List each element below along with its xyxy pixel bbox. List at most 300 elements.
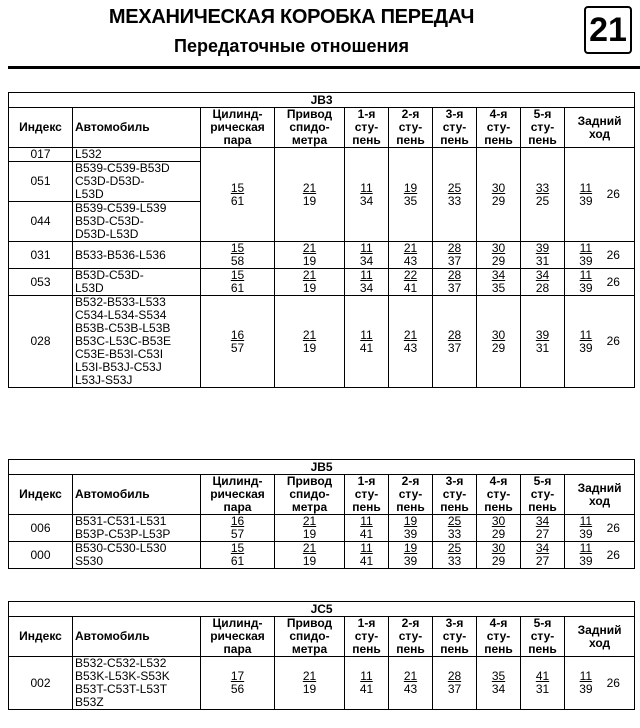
denominator: 61 [230,193,245,208]
cell-gear-5 [521,515,565,542]
denominator: 41 [359,682,374,696]
text-line: сту- [486,120,511,134]
denominator: 34 [359,254,374,268]
ratio-fraction [360,242,373,268]
text-line: L53D [75,187,104,201]
cell-gear-4 [477,242,521,269]
ratio-fraction [492,670,505,696]
numerator: 15 [230,541,245,555]
text-line: 2-я [401,474,420,488]
denominator: 19 [302,682,317,696]
text-line: пара [223,133,252,147]
cell-gear-4 [477,296,521,388]
cell-reverse [565,269,635,296]
numerator: 11 [360,327,373,342]
denominator: 37 [447,254,462,268]
denominator: 58 [230,254,245,268]
text-line: пень [484,642,513,656]
cell-cylindrical-pair [201,269,275,296]
col-header-gear-3 [433,475,477,515]
text-line: Привод [286,474,333,488]
numerator: 34 [535,268,550,282]
text-line: пень [528,642,557,656]
cell-cylindrical-pair [201,242,275,269]
header-lines [435,617,474,656]
ratio-fraction [303,329,316,355]
ratio-fraction [448,670,461,696]
numerator: 21 [403,241,418,255]
text-line: B539-C539-L539 [75,201,167,215]
header-lines [567,624,632,650]
ratio-fraction [492,542,505,568]
cell-cylindrical-pair [201,657,275,710]
gearbox-table-jc5 [8,601,635,710]
numerator: 21 [302,180,317,195]
ratio-fraction [360,542,373,568]
ratio-fraction [303,182,316,208]
denominator: 39 [579,281,593,295]
header-lines [479,475,518,514]
text-line: 5-я [533,474,552,488]
numerator: 28 [447,268,462,282]
numerator: 11 [579,541,593,555]
text-line: сту- [530,629,555,643]
col-header-gear-2 [389,617,433,657]
col-header-gear-2 [389,475,433,515]
cell-cylindrical-pair [201,296,275,388]
text-line: ход [588,635,611,650]
header-lines [523,108,562,147]
text-line: B539-C539-B53D [75,161,170,175]
numerator: 11 [360,241,373,255]
reverse-idler-teeth: 26 [606,675,620,690]
numerator: 21 [302,268,317,282]
reverse-idler-teeth: 26 [606,247,620,262]
reverse-ratio [579,242,620,268]
ratio-fraction [536,542,549,568]
ratio-fraction [404,242,417,268]
ratio-fraction [492,242,505,268]
text-line: L53I-B53J-C53J [75,360,162,374]
header-lines [203,617,272,656]
ratio-fraction [492,515,505,541]
model-row [9,460,635,475]
text-line: L532 [75,147,102,161]
ratio-fraction [231,542,244,568]
header-lines [567,115,632,141]
ratio-fraction [303,670,316,696]
text-line: Цилинд- [212,107,263,121]
text-line: 2-я [401,107,420,121]
cell-gear-1 [345,657,389,710]
cell-gear-3 [433,269,477,296]
col-header-index: Индекс [9,108,73,148]
col-header-cylindrical-pair [201,617,275,657]
col-header-index: Индекс [9,617,73,657]
row-car-models [73,269,201,296]
reverse-idler-teeth: 26 [606,274,620,289]
header-lines [277,475,342,514]
ratio-fraction [360,329,373,355]
ratio-fraction [231,515,244,541]
header-lines [277,617,342,656]
text-line: пень [396,133,425,147]
denominator: 57 [230,527,245,541]
ratio-fraction [536,242,549,268]
numerator: 11 [360,180,373,195]
denominator: 35 [491,281,506,295]
ratio-fraction [404,329,417,355]
cell-gear-1 [345,296,389,388]
table-row [9,148,635,162]
row-car-models [73,542,201,569]
car-model-lines [75,542,198,568]
col-header-gear-4 [477,475,521,515]
ratio-fraction [404,269,417,295]
header-lines [391,475,430,514]
ratio-fraction [404,182,417,208]
col-header-cylindrical-pair [201,108,275,148]
ratio-fraction [303,542,316,568]
col-header-gear-2 [389,108,433,148]
cell-gear-1 [345,515,389,542]
header-lines [203,475,272,514]
numerator: 21 [403,327,418,342]
page-number-box: 21 [584,6,632,54]
ratio-fraction [360,515,373,541]
denominator: 35 [403,193,418,208]
text-line: 3-я [445,107,464,121]
reverse-idler-teeth: 26 [606,547,620,562]
header-lines [479,108,518,147]
table-row [9,296,635,388]
header-lines [523,475,562,514]
text-line: пара [223,500,252,514]
cell-speedometer-drive [275,657,345,710]
text-line: сту- [486,487,511,501]
row-car-models [73,202,201,242]
ratio-fraction [360,670,373,696]
header-lines [567,482,632,508]
col-header-car: Автомобиль [73,475,201,515]
cell-reverse [565,296,635,388]
text-line: 5-я [533,107,552,121]
header-lines [523,617,562,656]
col-header-gear-5 [521,475,565,515]
denominator: 39 [403,527,418,541]
col-header-index: Индекс [9,475,73,515]
cell-speedometer-drive [275,269,345,296]
numerator: 21 [403,669,418,683]
numerator: 11 [579,327,593,342]
numerator: 11 [579,241,593,255]
reverse-idler-teeth: 26 [606,334,620,348]
text-line: Задний [577,113,622,128]
ratio-fraction [579,515,592,541]
cell-gear-1 [345,148,389,242]
numerator: 21 [302,327,317,342]
cell-gear-3 [433,515,477,542]
cell-gear-2 [389,148,433,242]
reverse-ratio [579,542,620,568]
cell-cylindrical-pair [201,515,275,542]
denominator: 41 [403,281,418,295]
numerator: 11 [579,514,593,528]
text-line: 3-я [445,616,464,630]
text-line: B533-B536-L536 [75,247,166,262]
ratio-fraction [448,515,461,541]
reverse-ratio [579,515,620,541]
ratio-fraction [404,670,417,696]
text-line: Привод [286,616,333,630]
denominator: 19 [302,527,317,541]
text-line: сту- [354,487,379,501]
text-line: пень [396,642,425,656]
row-car-models [73,657,201,710]
ratio-fraction [360,269,373,295]
row-car-models [73,162,201,202]
row-car-models [73,296,201,388]
col-header-gear-5 [521,617,565,657]
numerator: 30 [491,514,506,528]
cell-gear-1 [345,242,389,269]
cell-gear-4 [477,542,521,569]
text-line: L53J-S53J [75,373,133,387]
text-line: сту- [398,120,423,134]
ratio-fraction [231,242,244,268]
table-row [9,242,635,269]
denominator: 33 [447,527,462,541]
numerator: 35 [491,669,506,683]
cell-speedometer-drive [275,148,345,242]
text-line: 4-я [489,107,508,121]
text-line: пень [352,642,381,656]
cell-gear-2 [389,296,433,388]
reverse-ratio [579,269,620,295]
denominator: 19 [302,340,317,355]
text-line: пень [440,642,469,656]
col-header-speedometer-drive [275,617,345,657]
cell-cylindrical-pair [201,542,275,569]
numerator: 25 [447,180,462,195]
numerator: 11 [579,268,593,282]
cell-gear-3 [433,148,477,242]
cell-gear-4 [477,515,521,542]
cell-gear-3 [433,242,477,269]
gearbox-table-jb3 [8,92,635,388]
text-line: пень [440,133,469,147]
cell-gear-2 [389,269,433,296]
header-lines [347,108,386,147]
numerator: 19 [403,180,418,195]
numerator: 25 [447,514,462,528]
text-line: ход [588,126,611,141]
table-row [9,269,635,296]
text-line: B53D-C53D- [75,214,144,228]
cell-speedometer-drive [275,542,345,569]
col-header-gear-4 [477,617,521,657]
col-header-reverse [565,617,635,657]
numerator: 11 [579,669,593,683]
cell-gear-4 [477,148,521,242]
ratio-fraction [448,242,461,268]
cell-reverse [565,657,635,710]
denominator: 41 [359,527,374,541]
text-line: S530 [75,554,104,568]
numerator: 34 [535,514,550,528]
text-line: B532-B533-L533 [75,295,166,309]
numerator: 15 [230,241,245,255]
denominator: 31 [535,340,550,355]
numerator: 25 [447,541,462,555]
ratio-fraction [492,182,505,208]
numerator: 11 [360,541,373,555]
ratio-fraction [231,329,244,355]
text-line: D53D-L53D [75,227,139,241]
numerator: 33 [535,180,550,195]
row-index: 051 [9,162,73,202]
denominator: 29 [491,554,506,568]
car-model-lines [75,515,198,541]
ratio-fraction [579,542,592,568]
col-header-cylindrical-pair [201,475,275,515]
denominator: 19 [302,254,317,268]
text-line: B53B-C53B-L53B [75,321,171,335]
denominator: 43 [403,254,418,268]
cell-reverse [565,542,635,569]
text-line: B53T-C53T-L53T [75,682,168,696]
numerator: 11 [360,669,373,683]
col-header-reverse [565,475,635,515]
cell-reverse [565,148,635,242]
denominator: 37 [447,340,462,355]
text-line: 1-я [357,107,376,121]
numerator: 19 [403,541,418,555]
car-model-lines [75,296,198,387]
denominator: 41 [359,554,374,568]
cell-gear-5 [521,542,565,569]
numerator: 34 [535,541,550,555]
numerator: 21 [302,541,317,555]
page-header [0,0,640,70]
ratio-fraction [448,329,461,355]
header-lines [435,108,474,147]
numerator: 17 [230,669,245,683]
text-line: B53D-C53D- [75,268,144,282]
denominator: 57 [230,340,245,355]
text-line: B53C-L53C-B53E [75,334,172,348]
row-car-models [73,515,201,542]
cell-speedometer-drive [275,515,345,542]
column-header-row [9,108,635,148]
text-line: метра [291,642,328,656]
model-row [9,93,635,108]
ratio-fraction [579,242,592,268]
text-line: рическая [210,629,265,643]
ratio-fraction [536,670,549,696]
denominator: 39 [403,554,418,568]
table-row [9,657,635,710]
numerator: 22 [403,268,418,282]
text-line: пень [484,133,513,147]
denominator: 31 [535,254,550,268]
text-line: 4-я [489,616,508,630]
text-line: L53D [75,281,104,295]
denominator: 61 [230,281,245,295]
reverse-ratio [579,329,620,355]
denominator: 37 [447,682,462,696]
numerator: 11 [579,180,593,195]
ratio-fraction [579,670,592,696]
cell-gear-5 [521,269,565,296]
col-header-car: Автомобиль [73,108,201,148]
row-index: 053 [9,269,73,296]
text-line: сту- [398,487,423,501]
car-model-lines [75,269,198,295]
cell-gear-5 [521,657,565,710]
col-header-reverse [565,108,635,148]
text-line: пень [440,500,469,514]
denominator: 29 [491,527,506,541]
numerator: 34 [491,268,506,282]
row-index: 044 [9,202,73,242]
text-line: Задний [577,480,622,495]
denominator: 27 [535,554,550,568]
ratio-fraction [231,182,244,208]
ratio-fraction [303,515,316,541]
text-line: рическая [210,487,265,501]
text-line: C53D-D53D- [75,174,145,188]
car-model-lines [75,657,198,709]
header-lines [391,617,430,656]
reverse-idler-teeth: 26 [606,187,620,201]
cell-gear-3 [433,657,477,710]
cell-gear-4 [477,657,521,710]
text-line: B53Z [75,695,104,709]
cell-gear-3 [433,542,477,569]
text-line: Привод [286,107,333,121]
text-line: сту- [486,629,511,643]
col-header-gear-3 [433,108,477,148]
numerator: 28 [447,327,462,342]
ratio-fraction [536,515,549,541]
text-line: C534-L534-S534 [75,308,167,322]
text-line: B530-C530-L530 [75,541,167,555]
header-lines [479,617,518,656]
denominator: 34 [491,682,506,696]
cell-reverse [565,242,635,269]
col-header-gear-5 [521,108,565,148]
car-model-lines [75,148,198,161]
col-header-gear-1 [345,475,389,515]
text-line: пень [352,133,381,147]
text-line: 1-я [357,474,376,488]
numerator: 21 [302,669,317,683]
ratio-fraction [536,329,549,355]
ratio-fraction [303,242,316,268]
denominator: 43 [403,340,418,355]
cell-gear-5 [521,148,565,242]
text-line: пень [396,500,425,514]
text-line: спидо- [289,629,330,643]
denominator: 33 [447,193,462,208]
cell-gear-2 [389,515,433,542]
ratio-fraction [231,670,244,696]
denominator: 34 [359,193,374,208]
text-line: B53K-L53K-S53K [75,669,170,683]
header-lines [347,475,386,514]
text-line: пень [484,500,513,514]
